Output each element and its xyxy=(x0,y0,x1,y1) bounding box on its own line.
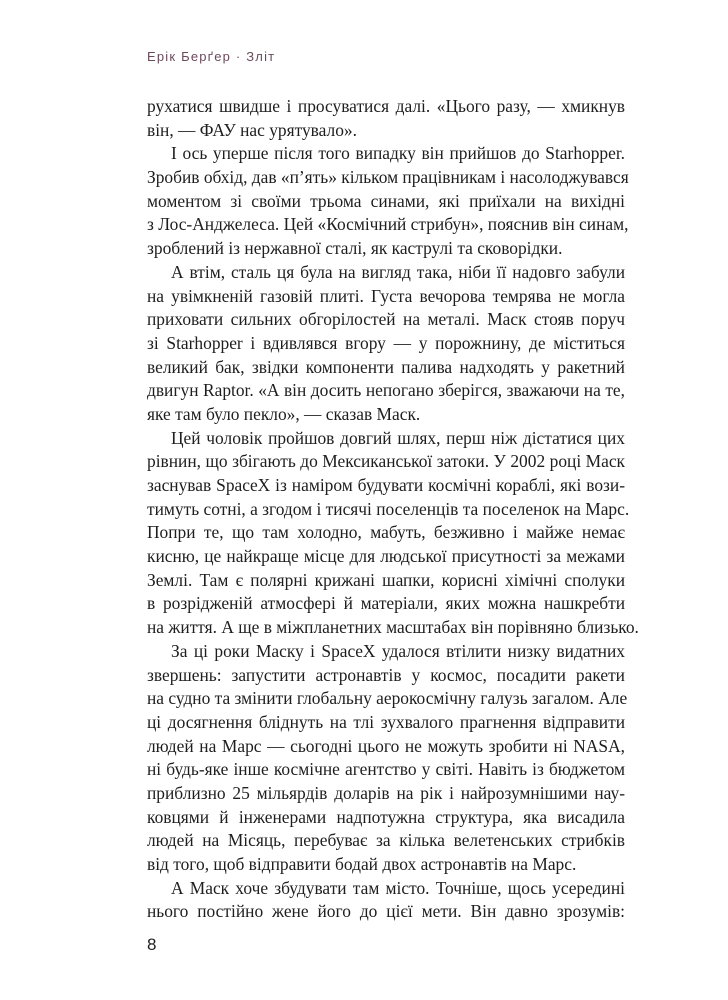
text-line: Землі. Там є полярні крижані шапки, корисні хімічні сполуки xyxy=(147,569,625,590)
text-line: приблизно 25 мільярдів доларів на рік і найрозумнішими нау- xyxy=(147,782,625,803)
text-line: великий бак, звідки компоненти палива надходять у ракетний xyxy=(147,356,625,377)
text-line: звершень: запустити астронавтів у космос, посадити ракети xyxy=(147,664,625,685)
text-line: на життя. А ще в міжпланетних масштабах він порівняно близько. xyxy=(147,617,639,638)
body-text xyxy=(147,95,639,924)
text-line: рівнин, що збігають до Мексиканської затоки. У 2002 році Маск xyxy=(147,451,625,472)
text-line: нього постійно жене його до цієї мети. Він давно зрозумів: xyxy=(147,901,625,922)
text-line: приховати сильних обгорілостей на металі. Маск стояв поруч xyxy=(147,309,625,330)
text-line: з Лос-Анджелеса. Цей «Космічний стрибун», пояснив він синам, xyxy=(147,214,629,235)
text-line: в розрідженій атмосфері й матеріали, яких можна нашкребти xyxy=(147,593,625,614)
text-line: людей на Марс — сьогодні цього не можуть зробити ні NASA, xyxy=(147,735,625,756)
text-line: на увімкненій газовій плиті. Густа вечорова темрява не могла xyxy=(147,285,625,306)
page-number: 8 xyxy=(147,935,157,954)
text-line: Зробив обхід, дав «п’ять» кільком працівникам і насолоджувався xyxy=(147,167,629,188)
text-line: ковцями й інженерами надпотужна структура, яка висадила xyxy=(147,806,625,827)
running-header: Ерік Берґер · Зліт xyxy=(147,49,276,64)
text-line: кисню, це найкраще місце для людської присутності за межами xyxy=(147,546,625,567)
text-line: яке там було пекло», — сказав Маск. xyxy=(147,403,421,424)
text-line: рухатися швидше і просуватися далі. «Цього разу, — хмикнув xyxy=(147,96,625,116)
text-line: За ці роки Маску і SpaceX удалося втілити низку видатних xyxy=(171,640,625,661)
text-line: він, — ФАУ нас урятувало». xyxy=(147,119,357,140)
text-line: двигун Raptor. «А він досить непогано зберігся, зважаючи на те, xyxy=(147,380,625,401)
text-line: ці досягнення бліднуть на тлі зухвалого прагнення відправити xyxy=(147,711,625,732)
text-line: Попри те, що там холодно, мабуть, безживно і майже немає xyxy=(147,522,625,543)
text-line: ні будь-яке інше космічне агентство у світі. Навіть із бюджетом xyxy=(147,759,625,780)
text-line: заснував SpaceX із наміром будувати космічні кораблі, які вози- xyxy=(147,475,625,495)
text-line: моментом зі своїми трьома синами, які приїхали на вихідні xyxy=(147,190,625,211)
text-line: Цей чоловік пройшов довгий шлях, перш ніж дістатися цих xyxy=(171,427,625,448)
text-line: зроблений із нержавної сталі, як каструлі та сковорідки. xyxy=(147,238,563,259)
text-line: тимуть сотні, а згодом і тисячі поселенців та поселенок на Марс. xyxy=(147,498,630,519)
text-line: на судно та змінити глобальну аерокосмічну галузь загалом. Але xyxy=(147,688,628,709)
text-line: А втім, сталь ця була на вигляд така, ніби її надовго забули xyxy=(171,261,625,282)
text-line: від того, щоб відправити бодай двох астронавтів на Марс. xyxy=(147,854,577,874)
text-line: А Маск хоче збудувати там місто. Точніше, щось усередині xyxy=(171,877,625,898)
text-line: І ось уперше після того випадку він прийшов до Starhopper. xyxy=(171,143,625,164)
text-line: зі Starhopper і вдивлявся вгору — у порожнину, де міститься xyxy=(147,332,625,353)
text-line: людей на Місяць, перебуває за кілька велетенських стрибків xyxy=(147,830,625,851)
